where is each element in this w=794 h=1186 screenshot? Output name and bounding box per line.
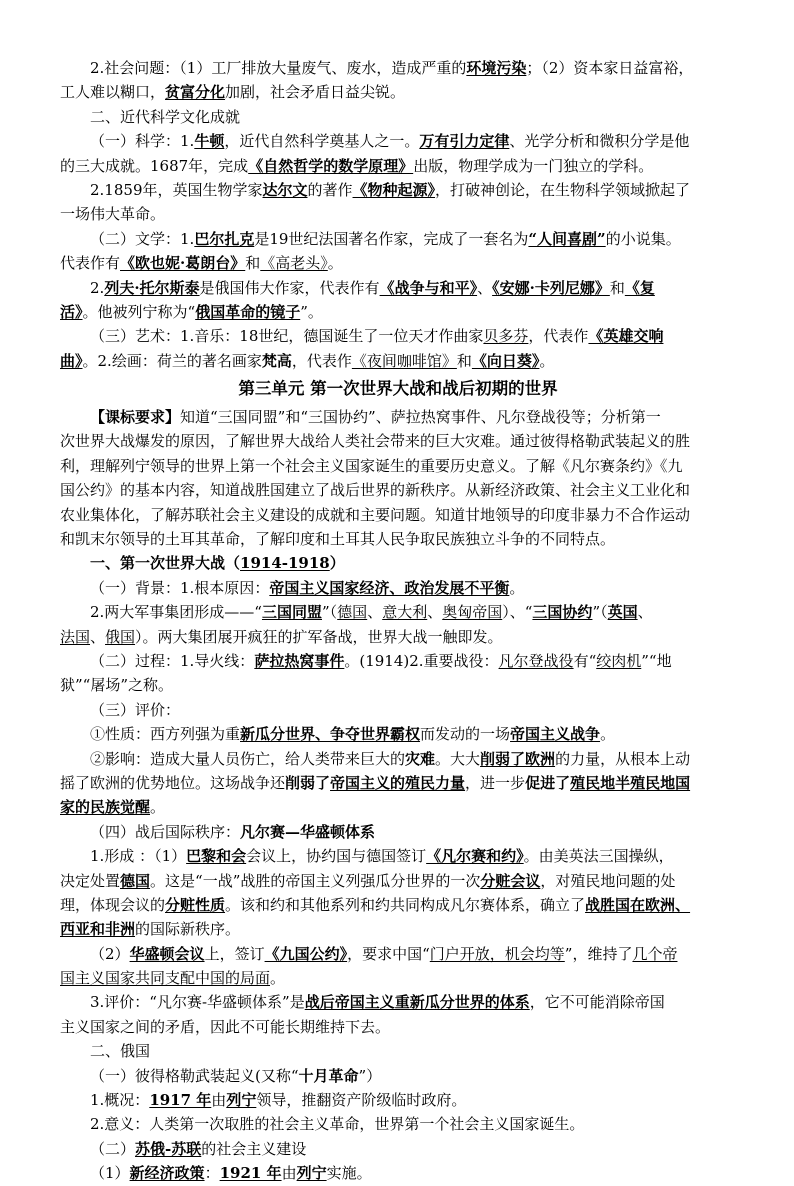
text-line [60, 527, 736, 551]
text-run: ）。两大集团展开疯狂的扩军备战，世界大战一触即发。 [135, 627, 503, 646]
text-line [60, 917, 736, 941]
text-run: （三）艺术：1.音乐：18世纪，德国诞生了一位天才作曲家 [90, 327, 484, 346]
text-line [60, 154, 736, 178]
highlighted-term: 《夜间咖啡馆》 [351, 351, 457, 370]
text-run: 的社会主义建设 [201, 1139, 307, 1158]
text-run: 知道“三国同盟”和“三国协约”、萨拉热窝事件、凡尔登战役等；分析第一 [180, 408, 661, 427]
text-run: 2.1859年，英国生物学家 [90, 180, 263, 199]
highlighted-term: 华盛顿会议 [129, 944, 205, 963]
text-line [60, 551, 736, 575]
highlighted-term: 巴尔扎克 [194, 229, 255, 248]
text-line [60, 966, 736, 990]
text-run: ）、“ [502, 603, 533, 622]
text-line [60, 1112, 736, 1136]
highlighted-term: 万有引力定律 [419, 132, 510, 151]
highlighted-term: 灾难 [405, 749, 436, 768]
highlighted-term: 《凡尔赛和约》 [426, 847, 524, 866]
text-line [60, 771, 736, 795]
text-run: 1.形成 ：（1） [90, 847, 187, 866]
text-run: 国公约》的基本内容，知道战胜国建立了战后世界的新秩序。从新经济政策、社会主义工业化和 [60, 481, 691, 500]
text-run: 由 [211, 1091, 227, 1110]
text-line [60, 1161, 736, 1185]
text-run: 上，签订 [204, 944, 265, 963]
highlighted-term: 分赃性质 [165, 895, 226, 914]
highlighted-term: ） [329, 554, 345, 573]
text-run: 的小说集。 [605, 229, 681, 248]
text-line [60, 429, 736, 453]
highlighted-term: 《欧也妮·葛朗台》 [120, 254, 246, 273]
text-run: 次世界大战爆发的原因，了解世界大战给人类社会带来的巨大灾难。通过彼得格勒武装起义的胜 [60, 432, 691, 451]
text-run: 领导，推翻资产阶级临时政府。 [256, 1091, 467, 1110]
text-line [60, 795, 736, 819]
text-run: 、光学分析和微积分学是他 [509, 132, 690, 151]
text-run: 理，体现会议的 [60, 895, 166, 914]
text-line [60, 698, 736, 722]
text-run: 和 [456, 351, 472, 370]
text-line [60, 747, 736, 771]
text-run: ”。 [300, 302, 323, 321]
text-run: 是19世纪法国著名作家，完成了一套名为 [254, 229, 529, 248]
text-run: 有“ [573, 651, 597, 670]
highlighted-term: 奥匈帝国 [442, 603, 503, 622]
text-run: 代表作有 [60, 254, 121, 273]
text-run: ，打破神创论，在生物科学领域掀起了 [435, 180, 691, 199]
text-run: （一）背景：1.根本原因： [90, 578, 270, 597]
highlighted-term: 帝国主义的殖民力量 [330, 773, 466, 792]
text-run: 3.评价：“凡尔赛-华盛顿体系”是 [90, 993, 305, 1012]
text-line [60, 722, 736, 746]
text-run: （一）彼得格勒武装起义(又称“ [90, 1066, 299, 1085]
text-run: 。2.绘画：荷兰的著名画家 [82, 351, 262, 370]
highlighted-term: 战胜国在欧洲、 [585, 895, 691, 914]
text-run: 实施。 [326, 1164, 372, 1183]
text-line [60, 454, 736, 478]
text-run: 1.概况： [90, 1091, 150, 1110]
text-line [60, 869, 736, 893]
text-line [60, 844, 736, 868]
text-run: 的国际新秩序。 [135, 920, 241, 939]
text-line [60, 1137, 736, 1161]
highlighted-term: 绞肉机 [596, 651, 642, 670]
highlighted-term: 苏俄-苏联 [135, 1139, 202, 1158]
highlighted-term: 列宁 [226, 1091, 257, 1110]
text-run: ”（ [322, 603, 338, 622]
text-line [60, 56, 736, 80]
text-run: （二）过程：1.导火线： [90, 651, 255, 670]
text-run: 和 [609, 278, 625, 297]
text-run: 。 [150, 798, 166, 817]
highlighted-term: 新经济政策 [129, 1164, 205, 1183]
highlighted-term: 凡尔赛—华盛顿体系 [240, 822, 376, 841]
text-line [60, 80, 736, 104]
text-line [60, 649, 736, 673]
highlighted-term: 活》 [60, 302, 83, 321]
text-run: 工人难以糊口， [60, 83, 166, 102]
text-line [60, 893, 736, 917]
text-run: 农业集体化，了解苏联社会主义建设的成就和主要问题。知道甘地领导的印度非暴力不合作运动 [60, 505, 691, 524]
highlighted-term: 新瓜分世界、争夺世界霸权 [240, 725, 421, 744]
highlighted-term: 三国协约 [532, 603, 593, 622]
text-run: 、 [90, 627, 106, 646]
text-run: ”（ [592, 603, 608, 622]
text-line [60, 576, 736, 600]
text-run: 一场伟大革命。 [60, 205, 166, 224]
text-run: ，它不可能消除帝国 [529, 993, 665, 1012]
document-page [60, 56, 736, 1186]
text-run: ，近代自然科学奠基人之一。 [224, 132, 420, 151]
highlighted-term: 《战争与和平》 [379, 278, 478, 297]
text-line [60, 324, 736, 348]
highlighted-term: 达尔文 [262, 180, 308, 199]
text-line [60, 503, 736, 527]
highlighted-term: 一、第一次世界大战（ [90, 554, 241, 573]
highlighted-term: 《自然哲学的数学原理》 [248, 156, 414, 175]
text-run: 第三单元 第一次世界大战和战后初期的世界 [238, 379, 558, 399]
text-line [60, 178, 736, 202]
text-run: （三）评价： [90, 700, 181, 719]
highlighted-term: 贫富分化 [165, 83, 226, 102]
text-run: （2） [90, 944, 130, 963]
text-line [60, 990, 736, 1014]
highlighted-term: 贝多芬 [483, 327, 529, 346]
text-run: 出版，物理学成为一门独立的学科。 [413, 156, 654, 175]
highlighted-term: 英国 [607, 603, 638, 622]
text-run: 。这是“一战”战胜的帝国主义列强瓜分世界的一次 [150, 871, 481, 890]
text-run: 、 [427, 603, 443, 622]
text-run: 会议上，协约国与德国签订 [246, 847, 427, 866]
highlighted-term: 《高老头》 [260, 254, 328, 273]
highlighted-term: 《安娜·卡列尼娜》 [492, 278, 610, 297]
text-line [60, 673, 736, 697]
text-line [60, 276, 736, 300]
text-run: （1） [90, 1164, 130, 1183]
highlighted-term: 法国 [60, 627, 91, 646]
text-line [60, 129, 736, 153]
highlighted-term: 战后帝国主义重新瓜分世界的体系 [304, 993, 530, 1012]
highlighted-term: 削弱了欧洲 [480, 749, 556, 768]
highlighted-term: 德国 [120, 871, 151, 890]
text-run: ”，维持了 [564, 944, 633, 963]
text-run: ②影响：造成大量人员伤亡，给人类带来巨大的 [90, 749, 406, 768]
text-run: 决定处置 [60, 871, 121, 890]
highlighted-term: 1921 年 [219, 1164, 282, 1183]
highlighted-term: 《九国公约》 [264, 944, 348, 963]
text-run: 而发动的一场 [420, 725, 511, 744]
text-line [60, 202, 736, 226]
text-run: （二） [90, 1139, 136, 1158]
highlighted-term: 意大利 [382, 603, 428, 622]
text-run: 的三大成就。1687年，完成 [60, 156, 249, 175]
text-run: ，代表作 [528, 327, 589, 346]
highlighted-term: 1914-1918 [240, 554, 330, 573]
text-run: （四）战后国际秩序： [90, 822, 241, 841]
highlighted-term: 家的民族觉醒 [60, 798, 151, 817]
text-run: 狱”“屠场”之称。 [60, 676, 174, 695]
text-line [60, 105, 736, 129]
unit-title [60, 375, 736, 403]
text-run: ，对殖民地问题的处 [540, 871, 676, 890]
text-run: 2.意义：人类第一次取胜的社会主义革命，世界第一个社会主义国家诞生。 [90, 1115, 585, 1134]
highlighted-term: 《英雄交响 [588, 327, 664, 346]
text-line [60, 300, 736, 324]
highlighted-term: 十月革命 [298, 1066, 359, 1085]
text-run: 。 [539, 351, 555, 370]
highlighted-term: 1917 年 [149, 1091, 212, 1110]
text-run: 和 [245, 254, 261, 273]
highlighted-term: 萨拉热窝事件 [254, 651, 345, 670]
highlighted-term: 巴黎和会 [186, 847, 247, 866]
text-run: ，进一步 [465, 773, 526, 792]
text-run: 2. [90, 278, 105, 297]
text-run: 摇了欧洲的优势地位。这场战争还 [60, 773, 286, 792]
text-run: 。由美英法三国操纵， [523, 847, 674, 866]
text-run: 。 [327, 254, 343, 273]
text-line [60, 1039, 736, 1063]
text-run: ；（2）资本家日益富裕， [526, 59, 694, 77]
highlighted-term: 俄国 [105, 627, 136, 646]
text-line [60, 349, 736, 373]
highlighted-term: 梵高 [261, 351, 292, 370]
highlighted-term: 门户开放，机会均等 [429, 944, 565, 963]
highlighted-term: 俄国革命的镜子 [195, 302, 301, 321]
highlighted-term: 几个帝 [632, 944, 678, 963]
text-run: 。 [509, 578, 525, 597]
text-run: 。 [270, 969, 286, 988]
highlighted-term: 环境污染 [466, 59, 527, 77]
highlighted-term: “人间喜剧” [528, 229, 606, 248]
text-line [60, 227, 736, 251]
highlighted-term: 【课标要求】 [90, 408, 181, 427]
highlighted-term: 分赃会议 [480, 871, 541, 890]
text-run: ”） [358, 1066, 382, 1085]
highlighted-term: 帝国主义战争 [510, 725, 601, 744]
text-line [60, 405, 736, 429]
text-run: 由 [281, 1164, 297, 1183]
text-run: 加剧，社会矛盾日益尖锐。 [225, 83, 406, 102]
text-line [60, 251, 736, 275]
text-run: 。 [600, 725, 616, 744]
highlighted-term: 曲》 [60, 351, 83, 370]
text-run: 。(1914)2.重要战役： [344, 651, 499, 670]
text-run: 2.社会问题：（1）工厂排放大量废气、废水，造成严重的 [90, 59, 467, 77]
text-run: 2.两大军事集团形成——“ [90, 603, 262, 622]
highlighted-term: 削弱了 [285, 773, 331, 792]
highlighted-term: 西亚和非洲 [60, 920, 136, 939]
text-line [60, 1088, 736, 1112]
highlighted-term: 三国同盟 [261, 603, 322, 622]
text-run: 。该和约和其他系列和约共同构成凡尔赛体系，确立了 [225, 895, 586, 914]
text-line [60, 625, 736, 649]
text-line [60, 942, 736, 966]
text-run: 是俄国伟大作家，代表作有 [199, 278, 380, 297]
text-run: ，要求中国“ [347, 944, 430, 963]
text-line [60, 1015, 736, 1039]
text-line [60, 1064, 736, 1088]
text-run: 二、俄国 [90, 1042, 151, 1061]
text-line [60, 820, 736, 844]
text-line [60, 478, 736, 502]
highlighted-term: 促进了 [525, 773, 571, 792]
highlighted-term: 《向日葵》 [471, 351, 540, 370]
highlighted-term: 国主义国家共同支配中国的局面 [60, 969, 271, 988]
text-run: ①性质：西方列强为重 [90, 725, 241, 744]
text-run: 的著作 [307, 180, 353, 199]
highlighted-term: 《物种起源》 [352, 180, 436, 199]
text-run: 。大大 [435, 749, 481, 768]
highlighted-term: 德国 [337, 603, 368, 622]
text-run: 和凯末尔领导的土耳其革命，了解印度和土耳其人民争取民族独立斗争的不同特点。 [60, 530, 616, 549]
text-run: 、 [367, 603, 383, 622]
text-run: 主义国家之间的矛盾，因此不可能长期维持下去。 [60, 1017, 391, 1036]
text-run: ，代表作 [291, 351, 352, 370]
text-run: （二）文学：1. [90, 229, 195, 248]
text-run: 、 [637, 603, 653, 622]
text-run: （一）科学：1. [90, 132, 195, 151]
highlighted-term: 列夫·托尔斯泰 [104, 278, 200, 297]
text-run: 的力量，从根本上动 [555, 749, 691, 768]
text-run: 利，理解列宁领导的世界上第一个社会主义国家诞生的重要历史意义。了解《凡尔赛条约》《九 [60, 456, 683, 475]
highlighted-term: 牛顿 [194, 132, 225, 151]
text-line [60, 600, 736, 624]
highlighted-term: 《复 [624, 278, 655, 297]
text-run: ”“地 [641, 651, 672, 670]
text-run: 。他被列宁称为“ [82, 302, 196, 321]
highlighted-term: 凡尔登战役 [498, 651, 574, 670]
text-run: 二、近代科学文化成就 [90, 107, 241, 126]
highlighted-term: 列宁 [296, 1164, 327, 1183]
text-run: 、 [477, 278, 493, 297]
highlighted-term: 殖民地半殖民地国 [570, 773, 691, 792]
highlighted-term: 帝国主义国家经济、政治发展不平衡 [269, 578, 510, 597]
text-run: ： [204, 1164, 220, 1183]
